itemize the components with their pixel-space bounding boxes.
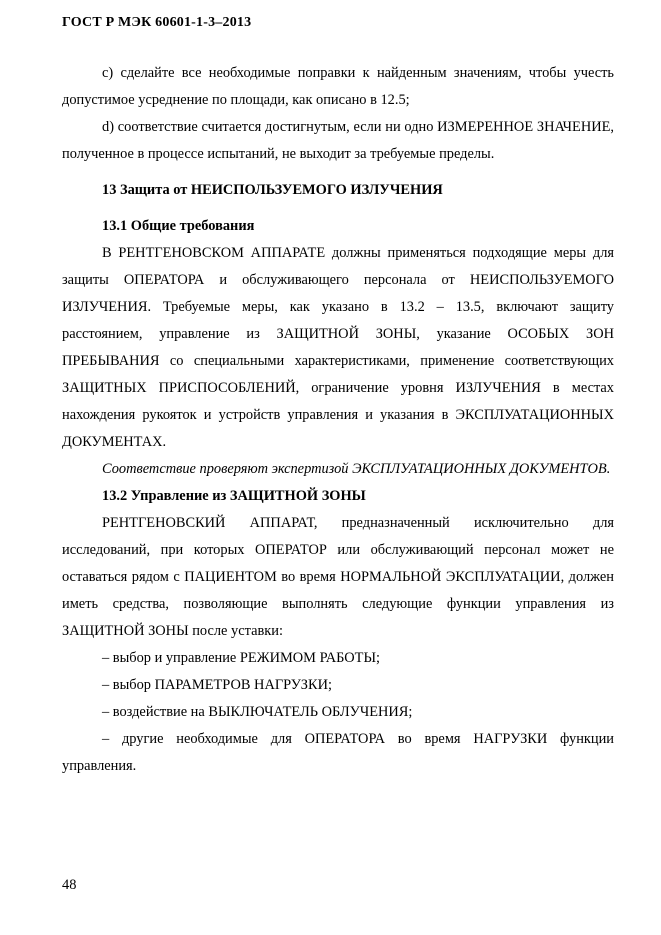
paragraph-c: c) сделайте все необходимые поправки к найденным значениям, чтобы учесть допустимое усреднение по площади, как описано в 12.5; [62,65,614,108]
section-13-2-body: РЕНТГЕНОВСКИЙ АППАРАТ, предназначенный исключительно для исследований, при которых ОПЕРАТОР или обслуживающий персонал может не оставаться рядом с ПАЦИЕНТОМ во время НОРМАЛЬНОЙ ЭКСПЛУАТАЦИИ, должен иметь средства, позволяющие выполнять следующие функции управления из ЗАЩИТНОЙ ЗОНЫ после уставки: [62,515,614,639]
document-body [62,60,614,780]
paragraph-d: d) соответствие считается достигнутым, если ни одно ИЗМЕРЕННОЕ ЗНАЧЕНИЕ, полученное в процессе испытаний, не выходит за требуемые пределы. [62,119,614,162]
page-number: 48 [62,877,77,893]
section-13-heading: 13 Защита от НЕИСПОЛЬЗУЕМОГО ИЗЛУЧЕНИЯ [102,182,443,198]
list-item: – другие необходимые для ОПЕРАТОРА во время НАГРУЗКИ функции управления. [62,731,614,774]
list-item: – выбор и управление РЕЖИМОМ РАБОТЫ; [102,650,381,666]
document-header: ГОСТ Р МЭК 60601-1-3–2013 [62,15,252,30]
list-item: – воздействие на ВЫКЛЮЧАТЕЛЬ ОБЛУЧЕНИЯ; [102,704,413,720]
section-13-1-compliance: Соответствие проверяют экспертизой ЭКСПЛУАТАЦИОННЫХ ДОКУМЕНТОВ. [102,461,611,477]
section-13-1-heading: 13.1 Общие требования [102,218,255,234]
section-13-2-heading: 13.2 Управление из ЗАЩИТНОЙ ЗОНЫ [102,488,366,504]
section-13-1-body: В РЕНТГЕНОВСКОМ АППАРАТЕ должны применяться подходящие меры для защиты ОПЕРАТОРА и обслуживающего персонала от НЕИСПОЛЬЗУЕМОГО ИЗЛУЧЕНИЯ. Требуемые меры, как указано в 13.2 – 13.5, включают защиту расстоянием, управление из ЗАЩИТНОЙ ЗОНЫ, указание ОСОБЫХ ЗОН ПРЕБЫВАНИЯ со специальными характеристиками, применение соответствующих ЗАЩИТНЫХ ПРИСПОСОБЛЕНИЙ, ограничение уровня ИЗЛУЧЕНИЯ в местах нахождения рукояток и устройств управления и указания в ЭКСПЛУАТАЦИОННЫХ ДОКУМЕНТАХ. [62,245,614,450]
list-item: – выбор ПАРАМЕТРОВ НАГРУЗКИ; [102,677,332,693]
